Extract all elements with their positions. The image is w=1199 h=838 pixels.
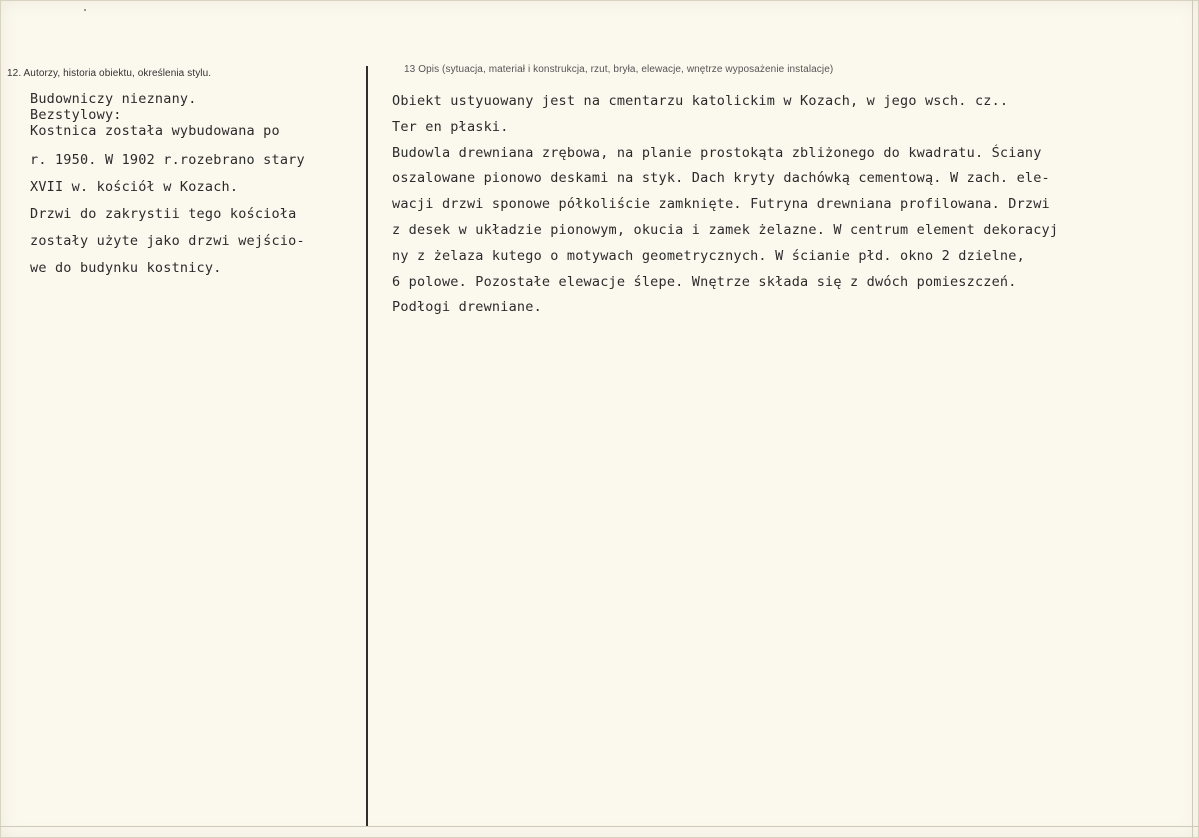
typed-line: Ter en płaski. <box>392 118 509 135</box>
typed-line: Drzwi do zakrystii tego kościoła <box>30 206 297 222</box>
typed-line: zostały użyte jako drzwi wejścio- <box>30 233 305 249</box>
typed-line: XVII w. kościół w Kozach. <box>30 179 239 195</box>
typed-line: z desek w układzie pionowym, okucia i zamek żelazne. W centrum element dekoracyj <box>392 221 1059 238</box>
typed-line: 6 polowe. Pozostałe elewacje ślepe. Wnętrze składa się z dwóch pomieszczeń. <box>392 273 1017 290</box>
bottom-edge-rule <box>0 826 1199 827</box>
typed-line: Bezstylowy: <box>30 107 122 123</box>
typed-line: r. 1950. W 1902 r.rozebrano stary <box>30 152 305 168</box>
typed-line: Kostnica została wybudowana po <box>30 123 280 139</box>
typed-line: Podłogi drewniane. <box>392 299 542 316</box>
paper-speck <box>84 9 86 11</box>
typed-line: wacji drzwi sponowe półkoliście zamknięte. Futryna drewniana profilowana. Drzwi <box>392 196 1050 213</box>
right-edge-rule <box>1192 0 1193 838</box>
typed-line: Budowla drewniana zrębowa, na planie prostokąta zbliżonego do kwadratu. Ściany <box>392 144 1042 161</box>
typed-line: we do budynku kostnicy. <box>30 260 222 276</box>
column-divider <box>366 66 368 826</box>
field-12-content <box>30 91 364 282</box>
typed-line: ny z żelaza kutego o motywach geometrycznych. W ścianie płd. okno 2 dzielne, <box>392 247 1025 264</box>
field-12-label: 12. Autorzy, historia obiektu, określenia stylu. <box>7 68 212 79</box>
typed-line: Obiekt ustyuowany jest na cmentarzu katolickim w Kozach, w jego wsch. cz.. <box>392 93 1009 109</box>
field-13-label: 13 Opis (sytuacja, materiał i konstrukcja, rzut, bryła, elewacje, wnętrze wyposażenie instalacje) <box>404 64 834 75</box>
typed-line: oszalowane pionowo deskami na styk. Dach kryty dachówką cementową. W zach. ele- <box>392 170 1050 187</box>
field-13-content <box>392 89 1192 321</box>
typed-line: Budowniczy nieznany. <box>30 91 197 107</box>
